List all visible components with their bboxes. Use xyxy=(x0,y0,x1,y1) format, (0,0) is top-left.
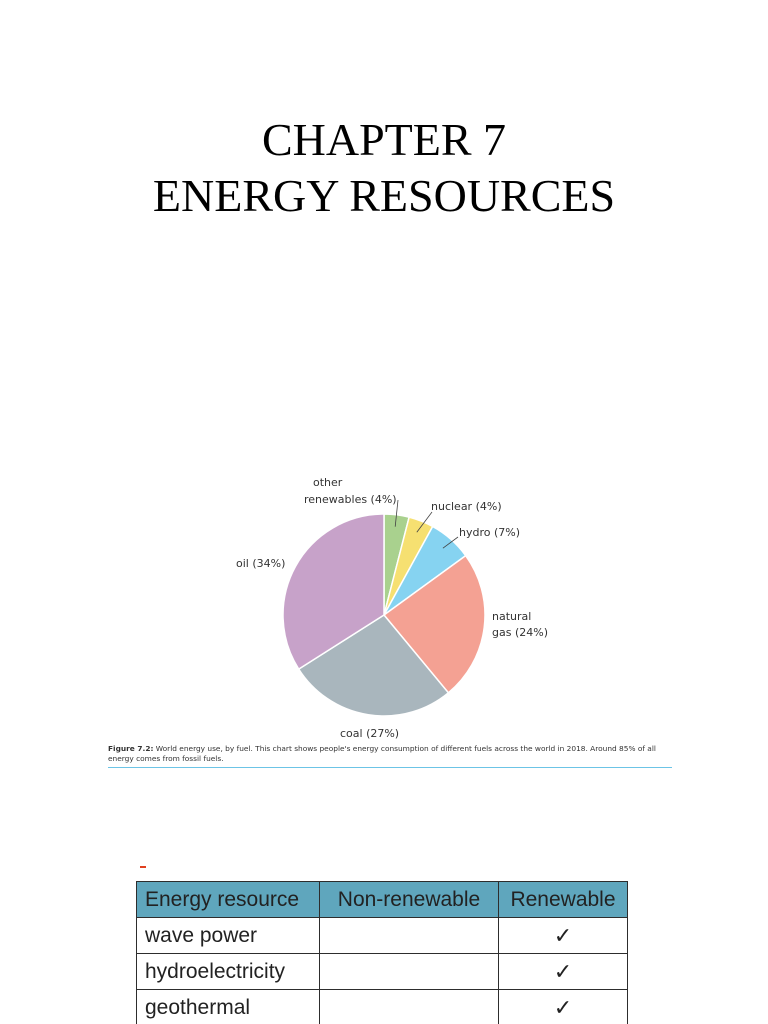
label-natural-gas-line2: gas (24%) xyxy=(492,626,548,639)
cell-non-renewable xyxy=(320,954,499,990)
label-hydro: hydro (7%) xyxy=(459,526,521,539)
label-other-renewables-line1: other xyxy=(313,476,343,489)
figure-caption-text: World energy use, by fuel. This chart shows people's energy consumption of different fuels across the world in 2018. Around 85% of all energy comes from fossil fuels. xyxy=(108,744,656,763)
header-energy-resource: Energy resource xyxy=(137,882,320,918)
label-oil: oil (34%) xyxy=(236,557,286,570)
cell-non-renewable xyxy=(320,918,499,954)
header-renewable: Renewable xyxy=(499,882,628,918)
cell-resource: wave power xyxy=(137,918,320,954)
cell-renewable-check: ✓ xyxy=(499,918,628,954)
cell-renewable-check: ✓ xyxy=(499,954,628,990)
label-natural-gas-line1: natural xyxy=(492,610,532,623)
energy-pie-chart xyxy=(0,460,768,750)
chapter-title xyxy=(0,112,768,224)
header-non-renewable: Non-renewable xyxy=(320,882,499,918)
chapter-name: ENERGY RESOURCES xyxy=(152,170,616,221)
chapter-number: CHAPTER 7 xyxy=(261,114,507,165)
table-row xyxy=(137,954,628,990)
pie-slices xyxy=(283,514,485,716)
energy-resource-table xyxy=(136,881,628,1024)
table-row xyxy=(137,990,628,1024)
label-nuclear: nuclear (4%) xyxy=(431,500,502,513)
cell-resource: geothermal xyxy=(137,990,320,1024)
label-coal: coal (27%) xyxy=(340,727,400,740)
cell-renewable-check: ✓ xyxy=(499,990,628,1024)
table-header-row xyxy=(137,882,628,918)
label-other-renewables-line2: renewables (4%) xyxy=(304,493,397,506)
figure-caption xyxy=(108,744,672,768)
cell-resource: hydroelectricity xyxy=(137,954,320,990)
cell-non-renewable xyxy=(320,990,499,1024)
figure-label: Figure 7.2: xyxy=(108,744,154,753)
red-dash-mark xyxy=(140,866,146,868)
table-row xyxy=(137,918,628,954)
